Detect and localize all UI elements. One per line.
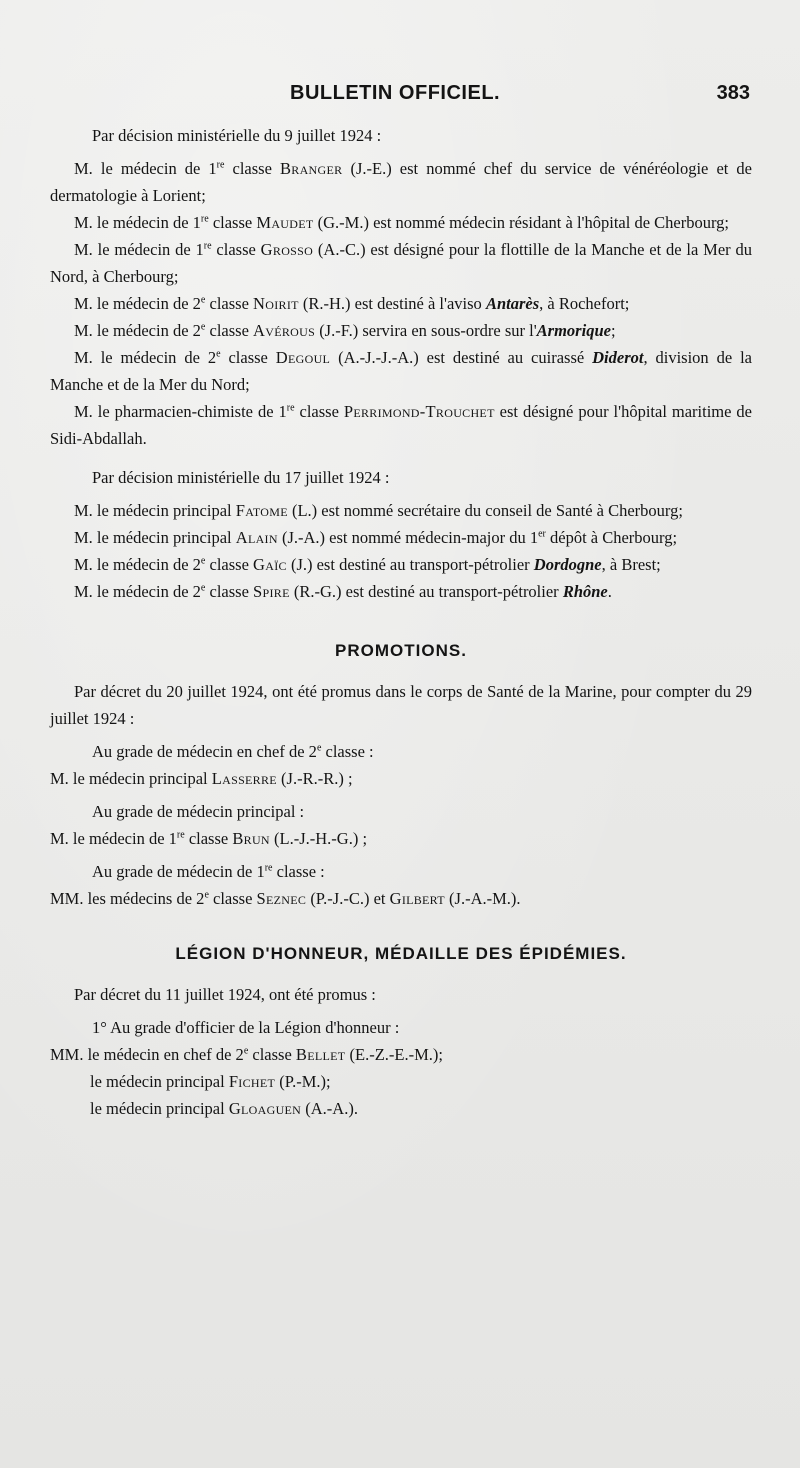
line-text: M. le médecin principal — [74, 501, 236, 520]
line-text: (P.-M.); — [275, 1072, 331, 1091]
line-text: M. le médecin de 2 — [74, 555, 201, 574]
line-text: le médecin principal — [90, 1072, 229, 1091]
line-text: M. le médecin de 2 — [74, 348, 217, 367]
line-text: (R.-H.) est destiné à l'aviso — [298, 294, 486, 313]
grade-label-end: classe : — [321, 742, 374, 761]
decision-1-list — [50, 155, 752, 452]
line-text: M. le pharmacien-chimiste de 1 — [74, 402, 287, 421]
line-text: MM. le médecin en chef de 2 — [50, 1045, 244, 1064]
line-text: (J.-E.) est nommé chef du service de vénéréologie et de dermatologie à Lorient; — [50, 159, 752, 205]
person-name: Degoul — [275, 348, 331, 367]
grade-label: 1° Au grade d'officier de la Légion d'honneur : — [92, 1018, 400, 1037]
line-text: M. le médecin principal — [74, 528, 236, 547]
ship-name: Dordogne — [533, 555, 602, 574]
line-text: (L.) est nommé secrétaire du conseil de Santé à Cherbourg; — [287, 501, 683, 520]
ship-name: Antarès — [485, 294, 540, 313]
line-text: M. le médecin principal — [50, 769, 212, 788]
nomination-entry — [50, 344, 752, 398]
line-text: M. le médecin de 1 — [50, 829, 177, 848]
line-text: classe — [294, 402, 344, 421]
line-text: (G.-M.) est nommé médecin résidant à l'hôpital de Cherbourg; — [313, 213, 730, 232]
nomination-line — [50, 1041, 752, 1068]
grade-label — [50, 858, 752, 885]
person-name: Alain — [235, 528, 278, 547]
line-text: dépôt à Cherbourg; — [545, 528, 678, 547]
line-text: (L.-J.-H.-G.) ; — [269, 829, 368, 848]
line-text: (P.-J.-C.) et — [306, 889, 390, 908]
person-name: Avérous — [253, 321, 316, 340]
line-text: classe — [184, 829, 233, 848]
person-name: Noirit — [253, 294, 299, 313]
line-text: (R.-G.) est destiné au transport-pétrolier — [289, 582, 563, 601]
line-text: MM. les médecins de 2 — [50, 889, 205, 908]
superscript: re — [286, 402, 295, 414]
superscript: e — [200, 582, 206, 594]
grade-label-end: classe : — [272, 862, 325, 881]
line-text: classe — [205, 321, 254, 340]
nomination-line — [50, 825, 752, 852]
nomination-entry — [50, 290, 752, 317]
nomination-entry — [50, 524, 752, 551]
ship-name: Armorique — [536, 321, 611, 340]
grade-label: Au grade de médecin principal : — [92, 802, 305, 821]
nomination-entry — [50, 578, 752, 605]
nomination-entry — [50, 155, 752, 209]
page-header — [0, 82, 800, 112]
nomination-entry — [50, 551, 752, 578]
line-text: (J.-A.) est nommé médecin-major du 1 — [277, 528, 539, 547]
nomination-entry — [50, 236, 752, 290]
promotions-intro: Par décret du 20 juillet 1924, ont été promus dans le corps de Santé de la Marine, pour compter du 29 juillet 1924 : — [50, 682, 752, 728]
ship-name: Rhône — [562, 582, 608, 601]
line-text: classe — [248, 1045, 296, 1064]
superscript: e — [200, 294, 206, 306]
line-text: M. le médecin de 2 — [74, 582, 201, 601]
person-name: Fatome — [235, 501, 288, 520]
line-text: classe — [205, 582, 254, 601]
nomination-entry — [50, 398, 752, 452]
person-name: Lasserre — [211, 769, 277, 788]
decision-2-list — [50, 497, 752, 605]
superscript: e — [200, 555, 206, 567]
superscript: e — [204, 889, 209, 901]
nomination-entry — [50, 497, 752, 524]
line-text: est désigné pour l'hôpital maritime de Sidi-Abdallah. — [50, 402, 752, 448]
line-text: (J.) est destiné au transport-pétrolier — [286, 555, 534, 574]
line-text: M. le médecin de 2 — [74, 321, 201, 340]
line-text: classe — [211, 240, 261, 259]
line-text: classe — [208, 213, 257, 232]
running-title: BULLETIN OFFICIEL. — [290, 82, 501, 104]
line-text: (J.-F.) servira en sous-ordre sur l' — [315, 321, 537, 340]
line-text: (J.-R.-R.) ; — [276, 769, 353, 788]
line-text: classe — [208, 889, 257, 908]
line-text: (A.-C.) est désigné pour la flottille de la Manche et de la Mer du Nord, à Cherbourg; — [50, 240, 752, 286]
ship-name: Diderot — [592, 348, 644, 367]
line-text: (A.-A.). — [301, 1099, 358, 1118]
line-text: . — [607, 582, 612, 601]
person-name: Perrimond-Trouchet — [343, 402, 495, 421]
line-text: le médecin principal — [90, 1099, 229, 1118]
line-text: M. le médecin de 2 — [74, 294, 201, 313]
line-text: M. le médecin de 1 — [74, 240, 204, 259]
superscript: re — [264, 862, 273, 874]
nomination-entry — [50, 209, 752, 236]
person-name: Gloaguen — [228, 1099, 302, 1118]
line-text: classe — [224, 159, 280, 178]
line-text: M. le médecin de 1 — [74, 213, 201, 232]
nomination-entry — [50, 317, 752, 344]
grade-label-text: Au grade de médecin en chef de 2 — [92, 742, 317, 761]
person-name: Spire — [253, 582, 290, 601]
line-text: (J.-A.-M.). — [444, 889, 521, 908]
line-text: ; — [610, 321, 616, 340]
person-name: Gilbert — [389, 889, 445, 908]
superscript: re — [176, 829, 185, 841]
line-text: M. le médecin de 1 — [74, 159, 217, 178]
grade-label-text: Au grade de médecin de 1 — [92, 862, 265, 881]
nomination-line — [50, 765, 752, 792]
person-name: Branger — [279, 159, 343, 178]
nomination-line — [50, 885, 752, 912]
line-text: (E.-Z.-E.-M.); — [345, 1045, 443, 1064]
superscript: re — [216, 159, 225, 171]
nomination-line — [50, 1095, 752, 1122]
nomination-line — [50, 1068, 752, 1095]
person-name: Bellet — [295, 1045, 346, 1064]
decision-intro: Par décision ministérielle du 9 juillet 1924 : — [92, 126, 382, 145]
person-name: Brun — [232, 829, 270, 848]
line-text: (A.-J.-J.-A.) est destiné au cuirassé — [330, 348, 593, 367]
line-text: , à Rochefort; — [539, 294, 630, 313]
person-name: Maudet — [256, 213, 314, 232]
superscript: re — [203, 240, 212, 252]
grade-label — [50, 738, 752, 765]
superscript: re — [200, 213, 209, 225]
superscript: e — [216, 348, 221, 360]
line-text: , à Brest; — [601, 555, 661, 574]
line-text: , division de la Manche et de la Mer du Nord; — [50, 348, 753, 394]
page-body — [50, 120, 752, 1122]
line-text: classe — [205, 555, 254, 574]
legion-intro: Par décret du 11 juillet 1924, ont été promus : — [74, 985, 376, 1004]
section-title-legion: LÉGION D'HONNEUR, MÉDAILLE DES ÉPIDÉMIES. — [175, 944, 627, 963]
section-title-promotions: PROMOTIONS. — [335, 641, 467, 660]
person-name: Fichet — [228, 1072, 276, 1091]
person-name: Grosso — [260, 240, 314, 259]
superscript: e — [243, 1045, 249, 1057]
decision-intro: Par décision ministérielle du 17 juillet 1924 : — [92, 468, 390, 487]
superscript: e — [316, 742, 322, 754]
person-name: Seznec — [256, 889, 307, 908]
person-name: Gaïc — [253, 555, 287, 574]
superscript: e — [200, 321, 206, 333]
page-number: 383 — [716, 82, 750, 104]
line-text: classe — [205, 294, 254, 313]
superscript: er — [538, 528, 546, 540]
line-text: classe — [220, 348, 276, 367]
